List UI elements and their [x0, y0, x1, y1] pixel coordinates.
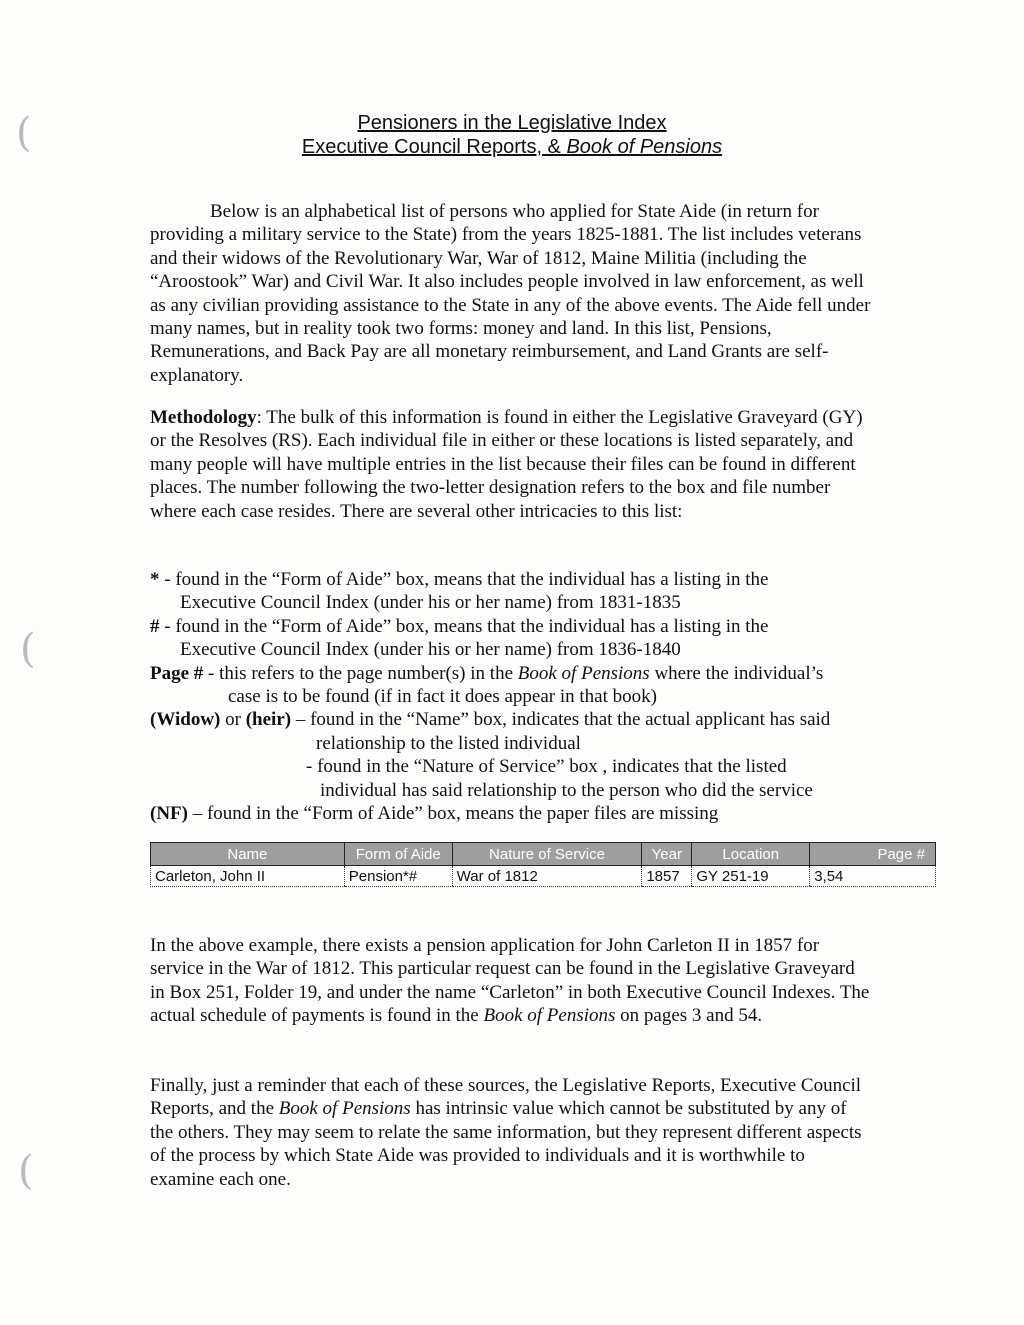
closing-paragraph	[150, 1074, 872, 1191]
legend-list	[150, 568, 910, 825]
cell-page: 3,54	[810, 866, 936, 887]
legend-page-text: - this refers to the page number(s) in the	[203, 662, 518, 684]
subtitle-text: Executive Council Reports, &	[301, 136, 567, 158]
legend-nf-line1	[150, 802, 910, 825]
subtitle-book-title: Book of Pensions	[566, 136, 723, 158]
legend-widow-text: – found in the “Name” box, indicates that the actual applicant has said	[291, 709, 831, 731]
punch-hole-mark-top: (	[16, 110, 32, 156]
legend-hash-symbol: #	[150, 615, 160, 637]
example-paragraph	[150, 934, 872, 1028]
methodology-paragraph	[150, 406, 880, 523]
legend-star-line1	[150, 568, 910, 591]
cell-nature-of-service: War of 1812	[452, 866, 642, 887]
legend-page-text-end: where the individual’s	[649, 662, 824, 684]
legend-widow-line2: relationship to the listed individual	[316, 732, 581, 754]
punch-hole-mark-bottom: (	[18, 1148, 34, 1194]
header-name: Name	[151, 843, 345, 866]
header-nature-of-service: Nature of Service	[452, 843, 642, 866]
legend-star-line2: Executive Council Index (under his or her name) from 1831-1835	[180, 592, 681, 614]
closing-text-c: has intrinsic value which cannot be substituted by any of the others. They may seem to relate the same information, but they represent different aspects of the process by which State Aide was provided to individuals and it is worthwhile to examine each one.	[150, 1098, 862, 1190]
closing-book-title: Book of Pensions	[278, 1098, 411, 1120]
legend-page-line1	[150, 662, 910, 685]
methodology-label: Methodology	[150, 407, 257, 428]
header-location: Location	[692, 843, 810, 866]
legend-star-symbol: *	[150, 569, 160, 590]
intro-paragraph	[150, 200, 880, 387]
legend-nf-symbol: (NF)	[150, 803, 188, 825]
legend-page-symbol: Page #	[150, 662, 204, 684]
legend-nf-text: – found in the “Form of Aide” box, means the paper files are missing	[187, 803, 719, 825]
cell-name: Carleton, John II	[151, 866, 345, 887]
legend-star-text: - found in the “Form of Aide” box, means that the individual has a listing in the	[159, 569, 769, 590]
example-text-a: In the above example, there exists a pension application for John Carleton II in 1857 for service in the War of 1812. This particular request can be found in the Legislative Graveyard in Box 251, Folder 19, and under the name “Carleton” in both Executive Council Indexes. The actual schedule of payments is found in the	[150, 935, 870, 1027]
header-page: Page #	[810, 843, 936, 866]
legend-page-book-title: Book of Pensions	[517, 662, 650, 684]
legend-heir-symbol: (heir)	[245, 709, 292, 731]
legend-page-line2: case is to be found (if in fact it does appear in that book)	[228, 686, 657, 708]
intro-text: Below is an alphabetical list of persons who applied for State Aide (in return for providing a military service to the State) from the years 1825-1881. The list includes veterans and their widows of the Revolutionary War, War of 1812, Maine Militia (including the “Aroostook” War) and Civil War. It also includes people involved in law enforcement, as well as any civilian providing assistance to the State in any of the above events. The Aide fell under many names, but in reality took two forms: money and land. In this list, Pensions, Remunerations, and Back Pay are all monetary reimbursement, and Land Grants are self-explanatory.	[150, 201, 871, 386]
closing-text-a: Finally, just a reminder that each of these sources, the Legislative Reports, Executive Council Reports, and the	[150, 1075, 862, 1120]
table-row	[151, 866, 936, 887]
header-year: Year	[642, 843, 692, 866]
closing-text	[150, 1074, 872, 1191]
legend-widow-or: or	[220, 709, 246, 731]
cell-year: 1857	[642, 866, 692, 887]
legend-hash-text: - found in the “Form of Aide” box, means that the individual has a listing in the	[159, 615, 769, 637]
legend-widow-line1	[150, 708, 910, 731]
page-subtitle	[0, 136, 1024, 159]
example-table	[150, 842, 936, 887]
table-header-row	[151, 843, 936, 866]
legend-hash-line2: Executive Council Index (under his or her name) from 1836-1840	[180, 639, 681, 661]
example-text	[150, 934, 872, 1028]
page-title: Pensioners in the Legislative Index	[357, 112, 667, 134]
example-book-title: Book of Pensions	[483, 1005, 616, 1027]
legend-hash-line1	[150, 615, 910, 638]
legend-widow-line4: individual has said relationship to the person who did the service	[320, 779, 813, 801]
methodology-body: : The bulk of this information is found in either the Legislative Graveyard (GY) or the Resolves (RS). Each individual file in either or these locations is listed separately, and many people will have multiple entries in the list because their files can be found in different places. The number following the two-letter designation refers to the box and file number where each case resides. There are several other intricacies to this list:	[150, 407, 863, 522]
legend-widow-line3: - found in the “Nature of Service” box , indicates that the listed	[306, 756, 787, 778]
legend-widow-symbol: (Widow)	[150, 709, 221, 731]
cell-form-of-aide: Pension*#	[344, 866, 452, 887]
punch-hole-mark-middle: (	[20, 626, 36, 672]
methodology-text	[150, 406, 880, 523]
header-form-of-aide: Form of Aide	[344, 843, 452, 866]
example-text-c: on pages 3 and 54.	[615, 1005, 763, 1027]
cell-location: GY 251-19	[692, 866, 810, 887]
